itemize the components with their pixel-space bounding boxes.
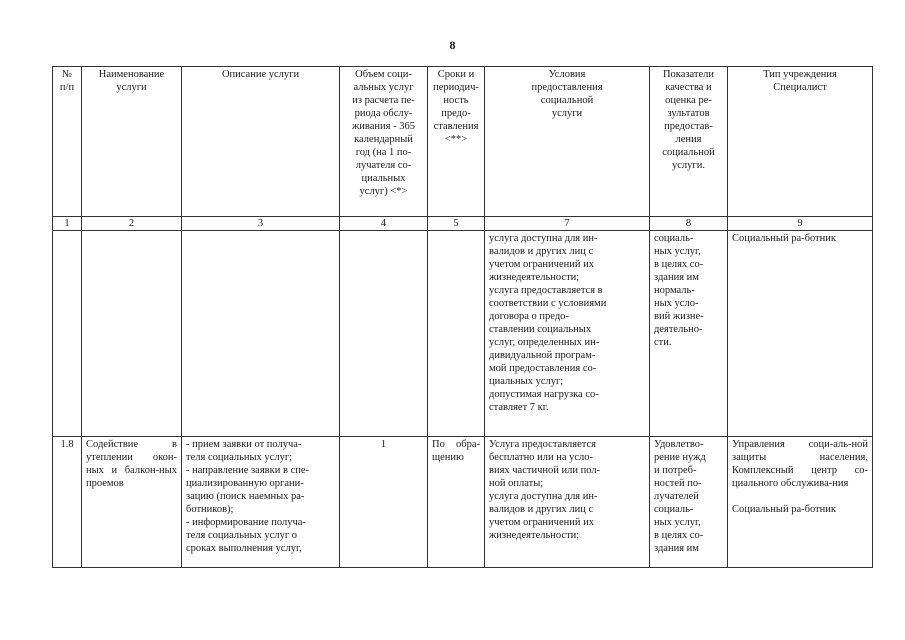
- spacer: [732, 490, 868, 503]
- column-number: 4: [340, 217, 428, 231]
- page-number: 8: [449, 38, 456, 52]
- institution-cell: [728, 437, 873, 568]
- services-table: [52, 66, 873, 568]
- column-number: 3: [182, 217, 340, 231]
- empty-cell: [53, 231, 82, 437]
- header-volume: Объем соци- альных услуг из расчета пе- риода обслу- живания - 365 календарный год (на 1 по- лучателя со- циальных услуг) <*>: [340, 67, 428, 217]
- empty-cell: [428, 231, 485, 437]
- table-row: [53, 437, 873, 568]
- header-quality: Показатели качества и оценка ре- зультатов предостав- ления социальной услуги.: [650, 67, 728, 217]
- quality-cell: социаль- ных услуг, в целях со- здания им нормаль- ных усло- вий жизне- деятельно- сти.: [650, 231, 728, 437]
- empty-cell: [82, 231, 182, 437]
- header-conditions: Условия предоставления социальной услуги: [485, 67, 650, 217]
- table-row: [53, 231, 873, 437]
- conditions-cell: Услуга предоставляется бесплатно или на усло- виях частичной или пол- ной оплаты; услуга доступна для ин- валидов и других лиц с учетом ограничений их жизнедеятельности;: [485, 437, 650, 568]
- header-number: № п/п: [53, 67, 82, 217]
- header-row: [53, 67, 873, 217]
- row-number-cell: 1.8: [53, 437, 82, 568]
- service-name-cell: Содействие в утеплении окон-ных и балкон-ных проемов: [82, 437, 182, 568]
- institution-text: Управления соци-аль-ной защиты населения, Комплексный центр со-циального обслужива-ния: [732, 439, 868, 489]
- column-number: 7: [485, 217, 650, 231]
- header-service-name: Наименование услуги: [82, 67, 182, 217]
- specialist-text: Социальный ра-ботник: [732, 504, 836, 515]
- column-number: 2: [82, 217, 182, 231]
- terms-cell: По обра-щению: [428, 437, 485, 568]
- volume-cell: 1: [340, 437, 428, 568]
- column-number-row: [53, 217, 873, 231]
- column-number: 9: [728, 217, 873, 231]
- header-description: Описание услуги: [182, 67, 340, 217]
- conditions-cell: услуга доступна для ин- валидов и других лиц с учетом ограничений их жизнедеятельности; услуга предоставляется в соответствии с условиями договора о предо- ставлении социальных услуг, определенных ин- дивидуальной програм- мой предоставления со- циальных услуг; допустимая нагрузка со- ставляет 7 кг.: [485, 231, 650, 437]
- header-institution: Тип учреждения Специалист: [728, 67, 873, 217]
- column-number: 1: [53, 217, 82, 231]
- column-number: 5: [428, 217, 485, 231]
- column-number: 8: [650, 217, 728, 231]
- header-terms: Сроки и периодич- ность предо- ставления <**>: [428, 67, 485, 217]
- empty-cell: [340, 231, 428, 437]
- empty-cell: [182, 231, 340, 437]
- description-cell: - прием заявки от получа- теля социальных услуг; - направление заявки в спе- циализированную органи- зацию (поиск наемных ра- ботников); - информирование получа- теля социальных услуг о сроках выполнения услуг,: [182, 437, 340, 568]
- quality-cell: Удовлетво- рение нужд и потреб- ностей по- лучателей социаль- ных услуг, в целях со- здания им: [650, 437, 728, 568]
- specialist-cell: Социальный ра-ботник: [728, 231, 873, 437]
